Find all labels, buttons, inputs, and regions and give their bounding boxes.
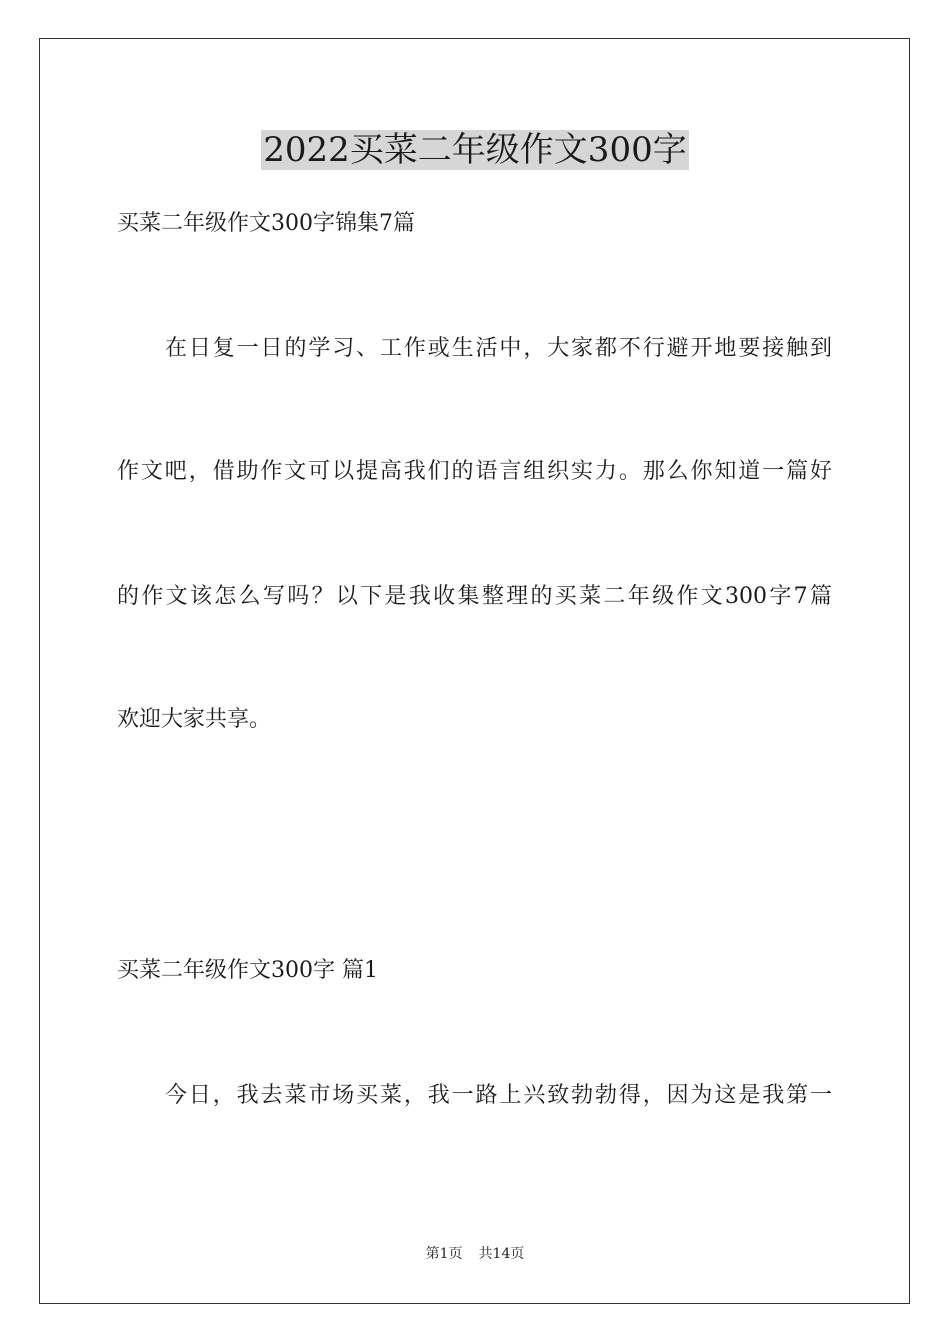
page-total: 共14页 xyxy=(478,1246,525,1262)
page-number: 第1页 xyxy=(425,1246,463,1262)
section-heading: 买菜二年级作文300字 篇1 xyxy=(117,958,378,983)
page-footer xyxy=(0,1244,950,1264)
paragraph-line: 今日，我去菜市场买菜，我一路上兴致勃勃得，因为这是我第一 xyxy=(165,1083,832,1108)
document-title-text: 2022买菜二年级作文300字 xyxy=(263,130,687,170)
paragraph-line: 欢迎大家共享。 xyxy=(117,707,272,732)
paragraph-line: 在日复一日的学习、工作或生活中，大家都不行避开地要接触到 xyxy=(165,336,832,361)
paragraph-line: 的作文该怎么写吗？以下是我收集整理的买菜二年级作文300字7篇 xyxy=(117,584,832,609)
document-subtitle: 买菜二年级作文300字锦集7篇 xyxy=(117,211,415,236)
document-title xyxy=(0,124,950,176)
paragraph-line: 作文吧，借助作文可以提高我们的语言组织实力。那么你知道一篇好 xyxy=(117,459,832,484)
